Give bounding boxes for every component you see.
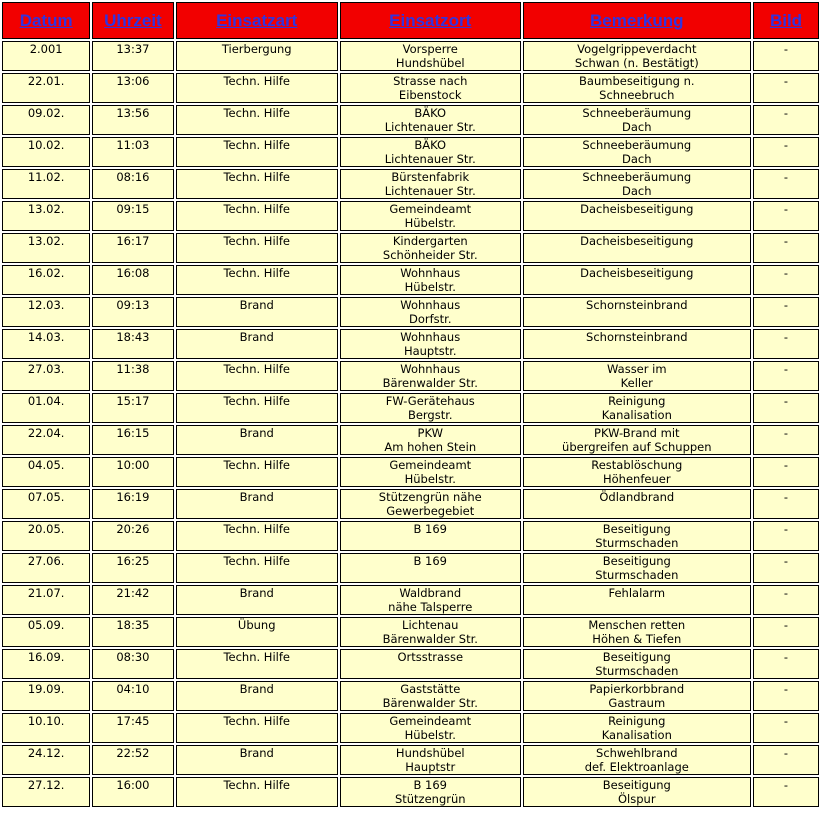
cell-einsatzart: Brand [176,297,338,327]
cell-uhrzeit: 09:15 [92,201,173,231]
table-row [2,713,819,743]
cell-einsatzort-line: Bärenwalder Str. [382,632,478,646]
cell-uhrzeit: 16:08 [92,265,173,295]
cell-bild: - [753,233,819,263]
cell-bemerkung-line: Schornsteinbrand [586,298,688,312]
cell-einsatzart: Brand [176,681,338,711]
cell-bemerkung-line: Schneeberäumung [582,138,692,152]
cell-einsatzort-line: Hauptstr [405,760,456,774]
cell-bemerkung-line: Höhen & Tiefen [592,632,682,646]
cell-einsatzort-line: Gaststätte [400,682,461,696]
cell-einsatzort-line: BÄKO [414,138,447,152]
cell-bemerkung [523,393,751,423]
cell-bemerkung [523,41,751,71]
cell-bemerkung-line: Dacheisbeseitigung [580,266,694,280]
cell-bemerkung [523,361,751,391]
cell-einsatzort-line: Waldbrand [399,586,462,600]
cell-einsatzart: Techn. Hilfe [176,777,338,807]
table-row [2,233,819,263]
table-row [2,425,819,455]
cell-uhrzeit: 17:45 [92,713,173,743]
cell-bemerkung-line: Beseitigung [602,650,671,664]
cell-einsatzort-line: Hübelstr. [404,216,456,230]
header-row [2,2,819,39]
table-row [2,393,819,423]
cell-einsatzart: Techn. Hilfe [176,73,338,103]
cell-bemerkung [523,777,751,807]
cell-einsatzort-line: Hübelstr. [404,472,456,486]
cell-einsatzort-line: Bärenwalder Str. [382,376,478,390]
cell-bemerkung-line: Keller [620,376,653,390]
cell-bemerkung [523,169,751,199]
cell-bild: - [753,169,819,199]
cell-uhrzeit: 13:37 [92,41,173,71]
cell-einsatzort [340,489,521,519]
cell-datum: 13.02. [2,233,90,263]
cell-bild: - [753,265,819,295]
table-row [2,105,819,135]
cell-einsatzart: Techn. Hilfe [176,521,338,551]
cell-datum: 14.03. [2,329,90,359]
table-row [2,201,819,231]
cell-bemerkung [523,745,751,775]
cell-einsatzart: Techn. Hilfe [176,137,338,167]
table-row [2,617,819,647]
cell-bemerkung-line: Dach [622,120,652,134]
cell-bild: - [753,617,819,647]
cell-datum: 16.02. [2,265,90,295]
cell-bemerkung-line: Schneeberäumung [582,106,692,120]
cell-einsatzort-line: PKW [417,426,443,440]
cell-bemerkung [523,553,751,583]
cell-bemerkung [523,713,751,743]
cell-uhrzeit: 21:42 [92,585,173,615]
cell-einsatzort [340,521,521,551]
cell-einsatzort-line: Bärenwalder Str. [382,696,478,710]
cell-einsatzort [340,329,521,359]
cell-datum: 09.02. [2,105,90,135]
cell-einsatzart: Brand [176,745,338,775]
table-row [2,169,819,199]
cell-bemerkung-line: Baumbeseitigung n. [579,74,695,88]
cell-uhrzeit: 15:17 [92,393,173,423]
table-row [2,649,819,679]
cell-bemerkung [523,233,751,263]
cell-einsatzort [340,361,521,391]
cell-einsatzort-line: B 169 [413,778,447,792]
cell-einsatzort [340,777,521,807]
cell-einsatzort-line: BÄKO [414,106,447,120]
table-row [2,553,819,583]
cell-einsatzort [340,169,521,199]
cell-einsatzort-line: Gemeindeamt [389,202,472,216]
cell-einsatzort-line: Hübelstr. [404,728,456,742]
cell-einsatzort-line: Am hohen Stein [384,440,477,454]
header-bemerkung[interactable]: Bemerkung [523,2,751,39]
cell-datum: 21.07. [2,585,90,615]
cell-bemerkung [523,457,751,487]
cell-uhrzeit: 08:30 [92,649,173,679]
cell-bemerkung-line: Vogelgrippeverdacht [577,42,697,56]
cell-bild: - [753,73,819,103]
cell-bemerkung-line: Dacheisbeseitigung [580,234,694,248]
cell-einsatzart: Techn. Hilfe [176,105,338,135]
cell-bemerkung-line: Sturmschaden [595,568,679,582]
cell-bild: - [753,297,819,327]
cell-einsatzort-line: Gemeindeamt [389,714,472,728]
cell-einsatzort [340,233,521,263]
cell-einsatzort-line: Kindergarten [392,234,468,248]
cell-bild: - [753,105,819,135]
table-row [2,777,819,807]
cell-einsatzort [340,425,521,455]
cell-einsatzort [340,137,521,167]
cell-einsatzort [340,393,521,423]
cell-bild: - [753,201,819,231]
cell-datum: 20.05. [2,521,90,551]
cell-bemerkung [523,201,751,231]
cell-einsatzort [340,745,521,775]
cell-bemerkung-line: Dacheisbeseitigung [580,202,694,216]
cell-einsatzart: Brand [176,425,338,455]
cell-bemerkung [523,585,751,615]
cell-bild: - [753,713,819,743]
cell-bemerkung-line: Beseitigung [602,554,671,568]
cell-einsatzart: Brand [176,329,338,359]
cell-bemerkung [523,105,751,135]
cell-einsatzort [340,713,521,743]
cell-einsatzart: Techn. Hilfe [176,361,338,391]
cell-uhrzeit: 16:19 [92,489,173,519]
cell-bemerkung [523,681,751,711]
cell-bemerkung-line: Reinigung [608,394,666,408]
cell-bemerkung [523,489,751,519]
cell-uhrzeit: 11:38 [92,361,173,391]
cell-einsatzart: Techn. Hilfe [176,649,338,679]
cell-bemerkung-line: Schornsteinbrand [586,330,688,344]
cell-datum: 22.01. [2,73,90,103]
cell-einsatzort-line: Strasse nach [393,74,468,88]
cell-einsatzort-line: Ortsstrasse [397,650,464,664]
cell-bemerkung-line: Ölspur [618,792,656,806]
cell-bild: - [753,361,819,391]
cell-einsatzart: Brand [176,585,338,615]
cell-bemerkung-line: Kanalisation [601,728,672,742]
cell-bild: - [753,393,819,423]
cell-einsatzort-line: B 169 [413,522,447,536]
header-uhrzeit[interactable]: Uhrzeit [92,2,173,39]
cell-einsatzart: Techn. Hilfe [176,265,338,295]
table-row [2,489,819,519]
cell-bemerkung-line: Schwan (n. Bestätigt) [574,56,699,70]
table-row [2,297,819,327]
cell-bemerkung-line: Beseitigung [602,778,671,792]
cell-bemerkung-line: Papierkorbbrand [589,682,685,696]
cell-bemerkung-line: Sturmschaden [595,536,679,550]
cell-bemerkung-line: Dach [622,152,652,166]
cell-einsatzort [340,585,521,615]
cell-datum: 05.09. [2,617,90,647]
cell-datum: 13.02. [2,201,90,231]
table-row [2,73,819,103]
cell-einsatzort [340,553,521,583]
cell-datum: 10.10. [2,713,90,743]
cell-bemerkung [523,329,751,359]
cell-einsatzort-line: Dorfstr. [409,312,452,326]
cell-uhrzeit: 11:03 [92,137,173,167]
cell-einsatzort-line: Vorsperre [402,42,458,56]
cell-datum: 07.05. [2,489,90,519]
cell-einsatzort-line: FW-Gerätehaus [385,394,475,408]
cell-einsatzort [340,649,521,679]
cell-datum: 27.03. [2,361,90,391]
cell-datum: 22.04. [2,425,90,455]
header-bild[interactable]: Bild [753,2,819,39]
cell-einsatzort [340,73,521,103]
cell-bild: - [753,329,819,359]
cell-einsatzort-line: Wohnhaus [400,266,461,280]
cell-einsatzort [340,201,521,231]
cell-uhrzeit: 13:06 [92,73,173,103]
cell-datum: 11.02. [2,169,90,199]
cell-bemerkung [523,265,751,295]
cell-bemerkung [523,137,751,167]
cell-bild: - [753,489,819,519]
cell-einsatzort-line: Stützengrün [394,792,466,806]
cell-bemerkung-line: übergreifen auf Schuppen [562,440,712,454]
cell-einsatzort-line: nähe Talsperre [388,600,473,614]
cell-bemerkung-line: Ödlandbrand [599,490,675,504]
cell-einsatzort-line: B 169 [413,554,447,568]
cell-uhrzeit: 13:56 [92,105,173,135]
cell-einsatzart: Brand [176,489,338,519]
cell-datum: 01.04. [2,393,90,423]
table-row [2,137,819,167]
cell-bild: - [753,553,819,583]
header-einsatzart[interactable]: Einsatzart [176,2,338,39]
cell-bemerkung [523,297,751,327]
cell-bemerkung [523,617,751,647]
cell-einsatzort-line: Lichtenauer Str. [384,120,476,134]
table-row [2,457,819,487]
cell-bemerkung-line: Beseitigung [602,522,671,536]
cell-bemerkung-line: Höhenfeuer [603,472,671,486]
table-row [2,681,819,711]
cell-einsatzort [340,41,521,71]
cell-einsatzart: Techn. Hilfe [176,457,338,487]
cell-einsatzort-line: Schönheider Str. [382,248,478,262]
cell-uhrzeit: 16:00 [92,777,173,807]
cell-bemerkung-line: Kanalisation [601,408,672,422]
cell-bild: - [753,585,819,615]
cell-uhrzeit: 08:16 [92,169,173,199]
cell-bild: - [753,41,819,71]
cell-bemerkung-line: Schneebruch [599,88,675,102]
cell-einsatzort-line: Stützengrün nähe [378,490,482,504]
cell-bemerkung [523,521,751,551]
cell-einsatzart: Techn. Hilfe [176,553,338,583]
cell-einsatzort [340,105,521,135]
cell-uhrzeit: 18:43 [92,329,173,359]
cell-bemerkung-line: Menschen retten [588,618,686,632]
cell-einsatzart: Tierbergung [176,41,338,71]
table-row [2,585,819,615]
cell-bild: - [753,681,819,711]
cell-bemerkung [523,73,751,103]
cell-einsatzort-line: Lichtenauer Str. [384,184,476,198]
cell-bemerkung-line: Schwehlbrand [596,746,678,760]
cell-datum: 24.12. [2,745,90,775]
cell-bemerkung-line: PKW-Brand mit [594,426,680,440]
cell-bemerkung-line: Reinigung [608,714,666,728]
cell-einsatzort [340,265,521,295]
cell-datum: 10.02. [2,137,90,167]
cell-bemerkung-line: Wasser im [607,362,667,376]
cell-einsatzort [340,297,521,327]
cell-datum: 16.09. [2,649,90,679]
cell-uhrzeit: 20:26 [92,521,173,551]
cell-einsatzort-line: Hübelstr. [404,280,456,294]
cell-einsatzort-line: Gemeindeamt [389,458,472,472]
header-einsatzort[interactable]: Einsatzort [340,2,521,39]
cell-einsatzort-line: Lichtenauer Str. [384,152,476,166]
header-datum[interactable]: Datum [2,2,90,39]
cell-einsatzart: Techn. Hilfe [176,393,338,423]
cell-einsatzort [340,617,521,647]
cell-einsatzort [340,457,521,487]
cell-bild: - [753,521,819,551]
cell-einsatzort-line: Bergstr. [407,408,453,422]
cell-einsatzort-line: Wohnhaus [400,362,461,376]
cell-uhrzeit: 10:00 [92,457,173,487]
cell-einsatzort-line: Hundshübel [395,746,465,760]
cell-bemerkung [523,425,751,455]
cell-einsatzort-line: Hundshübel [395,56,465,70]
cell-einsatzart: Techn. Hilfe [176,169,338,199]
cell-einsatzort-line: Wohnhaus [400,330,461,344]
cell-bild: - [753,425,819,455]
cell-datum: 19.09. [2,681,90,711]
cell-uhrzeit: 16:15 [92,425,173,455]
cell-datum: 04.05. [2,457,90,487]
table-row [2,41,819,71]
cell-einsatzart: Techn. Hilfe [176,233,338,263]
table-row [2,361,819,391]
table-row [2,329,819,359]
cell-einsatzart: Übung [176,617,338,647]
cell-uhrzeit: 04:10 [92,681,173,711]
cell-einsatzort [340,681,521,711]
cell-bemerkung-line: Schneeberäumung [582,170,692,184]
table-row [2,521,819,551]
cell-bemerkung-line: Fehlalarm [608,586,666,600]
cell-uhrzeit: 09:13 [92,297,173,327]
cell-bemerkung [523,649,751,679]
cell-bemerkung-line: Dach [622,184,652,198]
cell-uhrzeit: 18:35 [92,617,173,647]
cell-einsatzort-line: Gewerbegebiet [386,504,475,518]
cell-bild: - [753,457,819,487]
table-row [2,265,819,295]
cell-einsatzort-line: Lichtenau [402,618,459,632]
cell-datum: 27.06. [2,553,90,583]
table-body [2,41,819,807]
cell-bemerkung-line: def. Elektroanlage [584,760,689,774]
cell-bild: - [753,137,819,167]
cell-uhrzeit: 16:17 [92,233,173,263]
cell-einsatzart: Techn. Hilfe [176,713,338,743]
cell-bild: - [753,745,819,775]
cell-einsatzort-line: Bürstenfabrik [391,170,470,184]
cell-bild: - [753,649,819,679]
cell-einsatzort-line: Wohnhaus [400,298,461,312]
cell-uhrzeit: 16:25 [92,553,173,583]
cell-bemerkung-line: Sturmschaden [595,664,679,678]
cell-einsatzort-line: Hauptstr. [403,344,457,358]
cell-bemerkung-line: Gastraum [608,696,666,710]
cell-datum: 27.12. [2,777,90,807]
cell-einsatzart: Techn. Hilfe [176,201,338,231]
cell-datum: 2.001 [2,41,90,71]
cell-uhrzeit: 22:52 [92,745,173,775]
cell-bild: - [753,777,819,807]
cell-einsatzort-line: Eibenstock [398,88,462,102]
cell-datum: 12.03. [2,297,90,327]
table-row [2,745,819,775]
cell-bemerkung-line: Restablöschung [591,458,683,472]
